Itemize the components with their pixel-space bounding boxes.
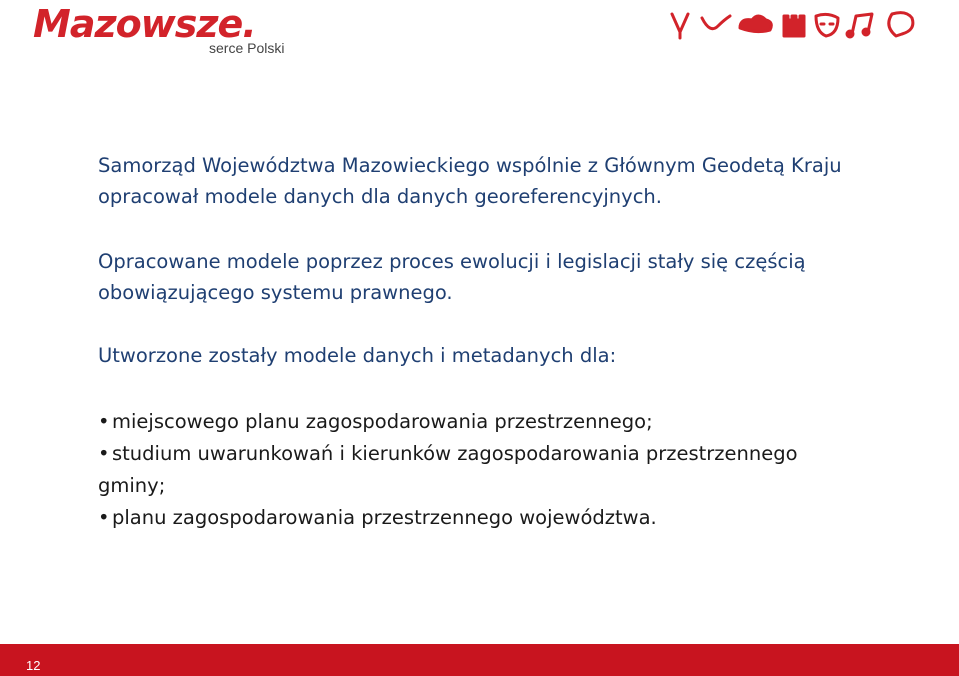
bullet-icon: • [98,442,110,465]
paragraph-models-list-intro: Utworzone zostały modele danych i metadanych dla: [98,344,617,367]
leaf-icon [889,13,913,36]
list-item: • studium uwarunkowań i kierunków zagospodarowania przestrzennego gminy; [98,438,858,502]
pictogram-strip [666,6,926,40]
list-item: • planu zagospodarowania przestrzennego województwa. [98,502,858,534]
footer-bar [0,644,959,676]
bullet-list [98,406,858,534]
list-item: • miejscowego planu zagospodarowania przestrzennego; [98,406,858,438]
cloud-icon [740,16,771,32]
music-icon [847,14,872,37]
logo-tagline: serce Polski [209,40,285,56]
paragraph-legislation: Opracowane modele poprzez proces ewolucji i legislacji stały się częścią obowiązującego systemu prawnego. [98,250,806,304]
tree-icon [672,14,688,38]
paragraph-intro: Samorząd Województwa Mazowieckiego wspólnie z Głównym Geodetą Kraju opracował modele danych dla danych georeferencyjnych. [98,154,842,208]
mask-icon [816,14,838,36]
castle-icon [784,16,804,36]
bullet-icon: • [98,506,110,529]
mazowsze-logo [33,2,313,62]
bullet-icon: • [98,410,110,433]
logo-wordmark: Mazowsze. [33,2,256,46]
slide-body [98,150,918,371]
bird-icon [702,16,730,29]
page-number: 12 [26,658,41,673]
